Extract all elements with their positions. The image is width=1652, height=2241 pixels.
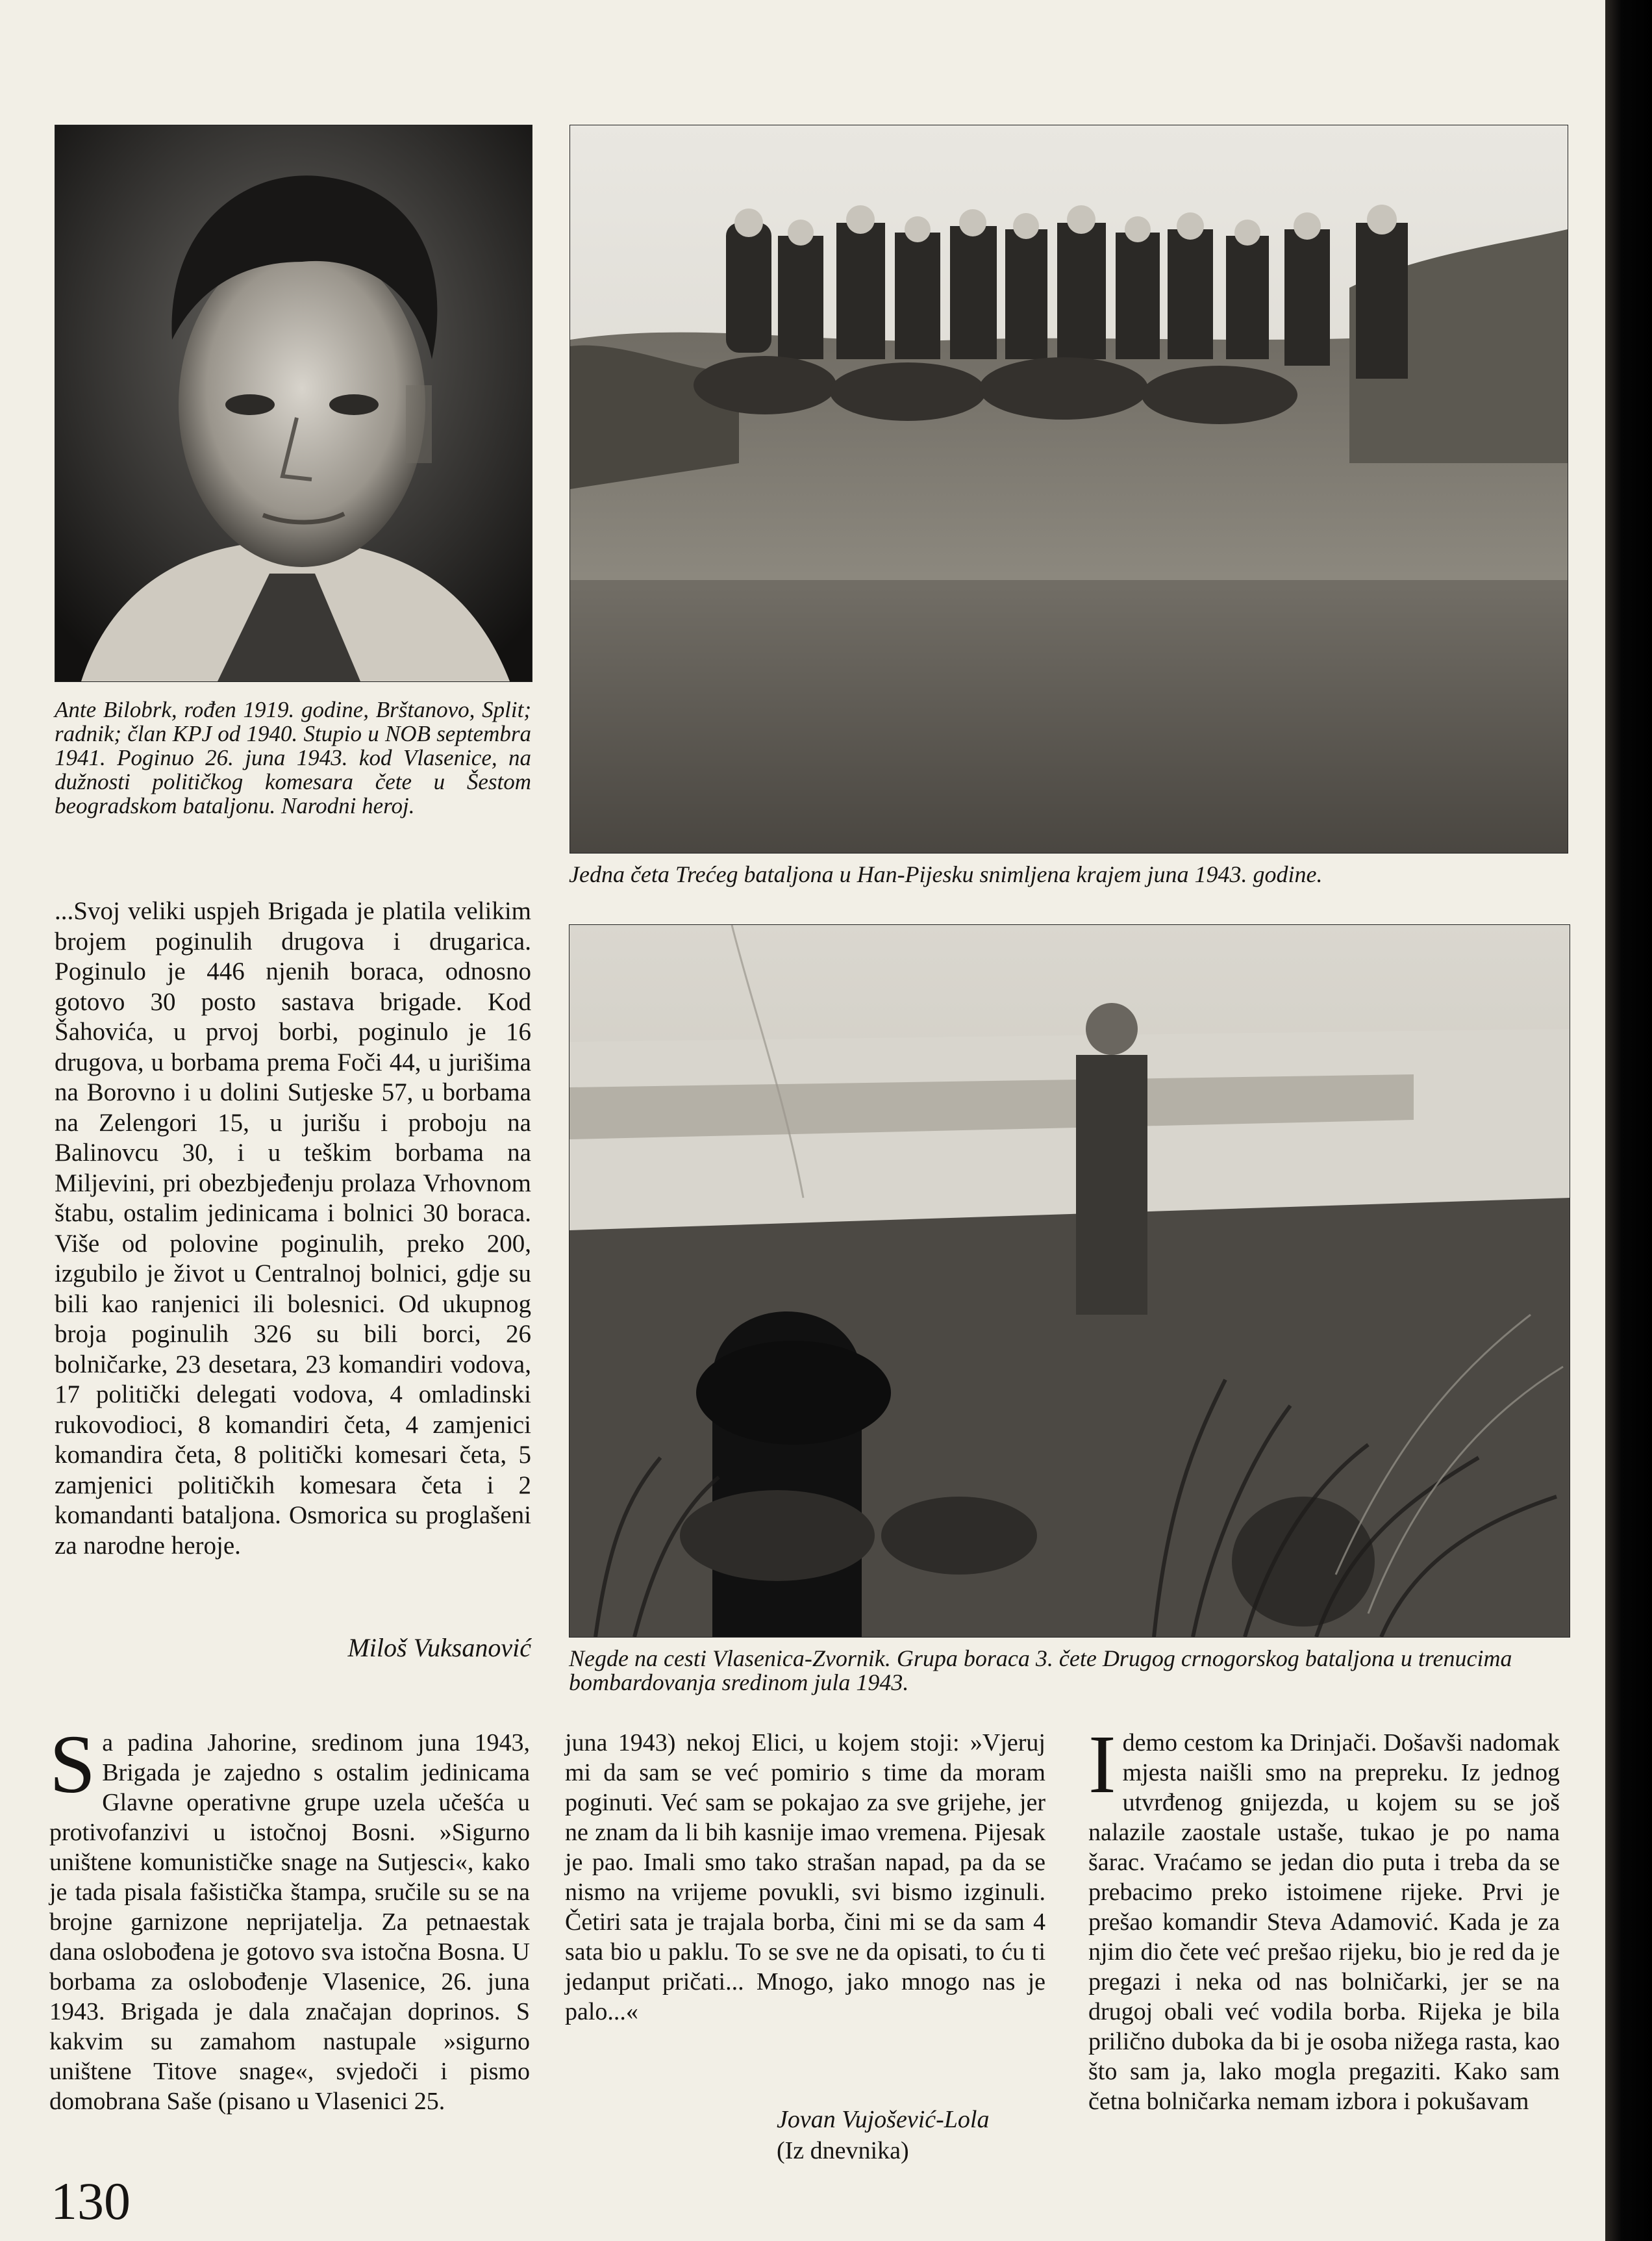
dropcap-i: I [1088,1718,1116,1810]
article-column-2: juna 1943) nekoj Elici, u kojem stoji: »Vjeruj mi da sam se već pomirio s time da moram poginuti. Već sam se pokajao za sve grijehe, jer ne znam da li bih kasnije imao vremena. Pijesak je pao. Imali smo tako strašan napad, pa da se nismo na vrijeme povukli, svi bismo izginuli. Četiri sata je trajala borba, čini mi se da sam 4 sata bio u paklu. To se sve ne da opisati, to ću ti jedanput pričati... Mnogo, jako mnogo nas je palo...« [565,1729,1045,2025]
quote-signature: Miloš Vuksanović [347,1633,531,1662]
group-photo-caption: Jedna četa Trećeg bataljona u Han-Pijesku snimljena krajem juna 1943. godine. [569,861,1323,887]
article-column-1-text: a padina Jahorine, sredinom juna 1943, Brigada je zajedno s ostalim jedinicama Glavne operativne grupe uzela učešća u protivofanzivi u istočnoj Bosni. »Sigurno uništene komunističke snage na Sutjesci«, kako je tada pisala fašistička štampa, sručile su se na brojne garnizone neprijatelja. Za petnaestak dana oslobođena je gotovo sva istočna Bosna. U borbama za oslobođenje Vlasenice, 26. juna 1943. Brigada je dala značajan doprinos. S kakvim su zamahom nastupale »sigurno uništene Titove snage«, svjedoči i pismo domobrana Saše (pisano u Vlasenici 25. [49,1729,530,2115]
page-number: 130 [51,2171,131,2231]
article-column-2-signature: Jovan Vujošević-Lola [777,2106,990,2133]
dropcap-s: S [49,1718,96,1810]
group-photo [569,125,1568,854]
portrait-caption: Ante Bilobrk, rođen 1919. godine, Brštanovo, Split; radnik; član KPJ od 1940. Stupio u NOB septembra 1941. Poginuo 26. juna 1943. kod Vlasenice, na dužnosti političkog komesara čete u Šestom beogradskom bataljonu. Narodni heroj. [55,697,531,818]
bridge-photo-caption: Negde na cesti Vlasenica-Zvornik. Grupa boraca 3. čete Drugog crnogorskog bataljona u trenucima bombardovanja sredinom jula 1943. [569,1645,1512,1695]
portrait-photo [55,125,532,682]
book-spine-shadow [1605,0,1652,2241]
bridge-photo [569,924,1570,1638]
article-column-1 [49,1718,530,2116]
article-column-3-text: demo cestom ka Drinjači. Došavši nadomak mjesta naišli smo na prepreku. Iz jednog utvrđenog gnijezda, u kojem su se još nalazile zaostale ustaše, tukao je po nama šarac. Vraćamo se jedan dio puta i treba da se prebacimo preko istoimene rijeke. Prvi je prešao komandir Steva Adamović. Kada je za njim dio čete već prešao rijeku, bio je red da je pregazi i neka od nas bolničarki, jer se na drugoj obali već vodila borba. Rijeka je bila prilično duboka da bi je osoba nižega rasta, kao što sam ja, lako mogla pregaziti. Kako sam četna bolničarka nemam izbora i pokušavam [1088,1729,1560,2115]
article-column-2-source: (Iz dnevnika) [777,2137,909,2164]
quote-text: ...Svoj veliki uspjeh Brigada je platila velikim brojem poginulih drugova i drugarica. Poginulo je 446 njenih boraca, odnosno gotovo 30 posto sastava brigade. Kod Šahovića, u prvoj borbi, poginulo je 16 drugova, u borbama prema Foči 44, u jurišima na Borovno i u dolini Sutjeske 57, u borbama na Zelengori 15, u jurišu i proboju na Balinovcu 30, i u teškim borbama na Miljevini, pri obezbjeđenju prolaza Vrhovnom štabu, ostalim jedinicama i bolnici 30 boraca. Više od polovine poginulih, preko 200, izgubilo je život u Centralnoj bolnici, gdje su bili kao ranjenici ili bolesnici. Od ukupnog broja poginulih 326 su bili borci, 26 bolničarke, 23 desetara, 23 komandiri vodova, 17 politički delegati vodova, 4 omladinski rukovodioci, 8 komandiri četa, 4 zamjenici komandira četa, 8 politički komesari četa, 5 zamjenici političkih komesara četa i 2 komandanti bataljona. Osmorica su proglašeni za narodne heroje. [55,897,531,1560]
article-column-3 [1088,1718,1560,2116]
